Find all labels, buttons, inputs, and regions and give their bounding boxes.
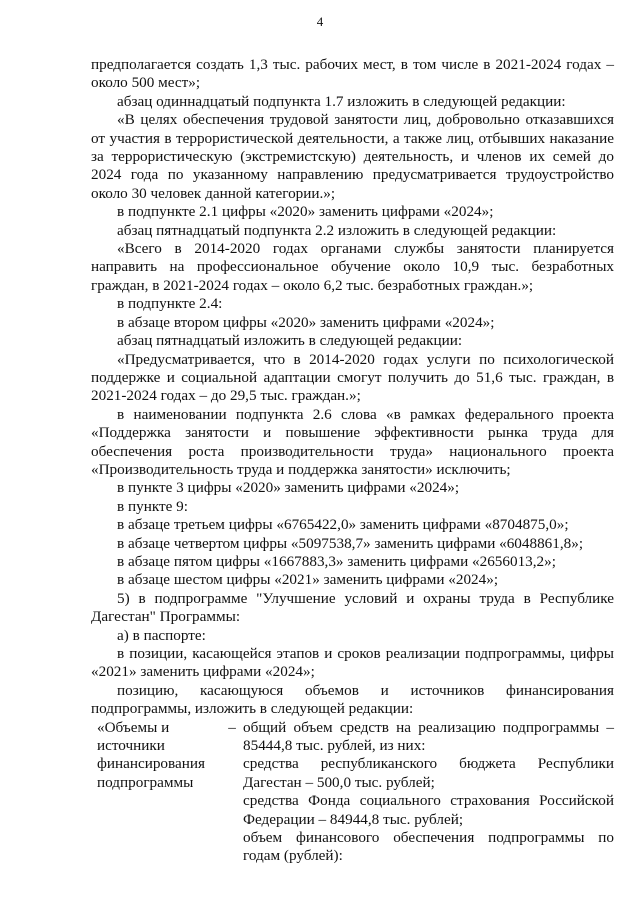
passport-line: средства республиканского бюджета Республики Дагестан – 500,0 тыс. рублей; [243,755,614,791]
body-paragraph: «Предусматривается, что в 2014-2020 годах услуги по психологической поддержке и социальной адаптации смогут получить до 51,6 тыс. граждан, в 2021-2024 годах – до 29,5 тыс. граждан.»; [91,350,614,405]
body-paragraph: в позиции, касающейся этапов и сроков реализации подпрограммы, цифры «2021» заменить цифрами «2024»; [91,645,614,681]
passport-line: объем финансового обеспечения подпрограммы по годам (рублей): [243,829,614,865]
body-paragraph: в наименовании подпункта 2.6 слова «в рамках федерального проекта «Поддержка занятости и повышение эффективности рынка труда для обеспечения роста производительности труда» национального проекта «Производительность труда и поддержка занятости» исключить; [91,405,614,478]
body-paragraph: «Всего в 2014-2020 годах органами службы занятости планируется направить на профессиональное обучение около 10,9 тыс. безработных граждан, в 2021-2024 годах – около 6,2 тыс. безработных граждан.»; [91,240,614,294]
body-paragraph: в абзаце втором цифры «2020» заменить цифрами «2024»; [117,313,495,331]
document-body [91,56,614,866]
body-paragraph: предполагается создать 1,3 тыс. рабочих мест, в том числе в 2021-2024 годах – около 500 мест»; [91,56,614,92]
passport-line: средства Фонда социального страхования Российской Федерации – 84944,8 тыс. рублей; [243,792,614,828]
body-paragraph: в абзаце шестом цифры «2021» заменить цифрами «2024»; [117,571,499,589]
body-paragraph: в подпункте 2.4: [117,295,223,313]
body-paragraph: абзац одиннадцатый подпункта 1.7 изложить в следующей редакции: [117,92,566,110]
passport-content [243,719,614,866]
passport-table [91,719,614,866]
body-paragraph: в пункте 3 цифры «2020» заменить цифрами «2024»; [117,479,460,497]
body-paragraph: в подпункте 2.1 цифры «2020» заменить цифрами «2024»; [117,203,494,221]
body-paragraph: позицию, касающуюся объемов и источников финансирования подпрограммы, изложить в следующей редакции: [91,681,614,718]
body-paragraph: «В целях обеспечения трудовой занятости лиц, добровольно отказавшихся от участия в террористической деятельности, а также лиц, отбывших наказание за террористическую (экстремистскую) деятельность, и членов их семей до 2024 года по указанному направлению предусматривается трудоустройство около 30 человек данной категории.»; [91,111,614,202]
body-paragraph: в абзаце пятом цифры «1667883,3» заменить цифрами «2656013,2»; [117,552,556,570]
body-paragraph: в абзаце четвертом цифры «5097538,7» заменить цифрами «6048861,8»; [117,534,584,552]
body-paragraph: абзац пятнадцатый изложить в следующей редакции: [117,332,463,350]
body-paragraph: в абзаце третьем цифры «6765422,0» заменить цифрами «8704875,0»; [117,516,569,534]
passport-line: общий объем средств на реализацию подпрограммы – 85444,8 тыс. рублей, из них: [243,718,614,755]
body-paragraph: в пункте 9: [117,497,188,515]
body-paragraph: абзац пятнадцатый подпункта 2.2 изложить в следующей редакции: [117,221,557,239]
page-number: 4 [316,14,324,29]
passport-label: «Объемы и источники финансирования подпрограммы [97,718,205,791]
paragraph-list [91,56,614,719]
body-paragraph: а) в паспорте: [117,626,206,644]
passport-dash: – [228,718,236,736]
body-paragraph: 5) в подпрограмме "Улучшение условий и охраны труда в Республике Дагестан" Программы: [91,589,614,626]
